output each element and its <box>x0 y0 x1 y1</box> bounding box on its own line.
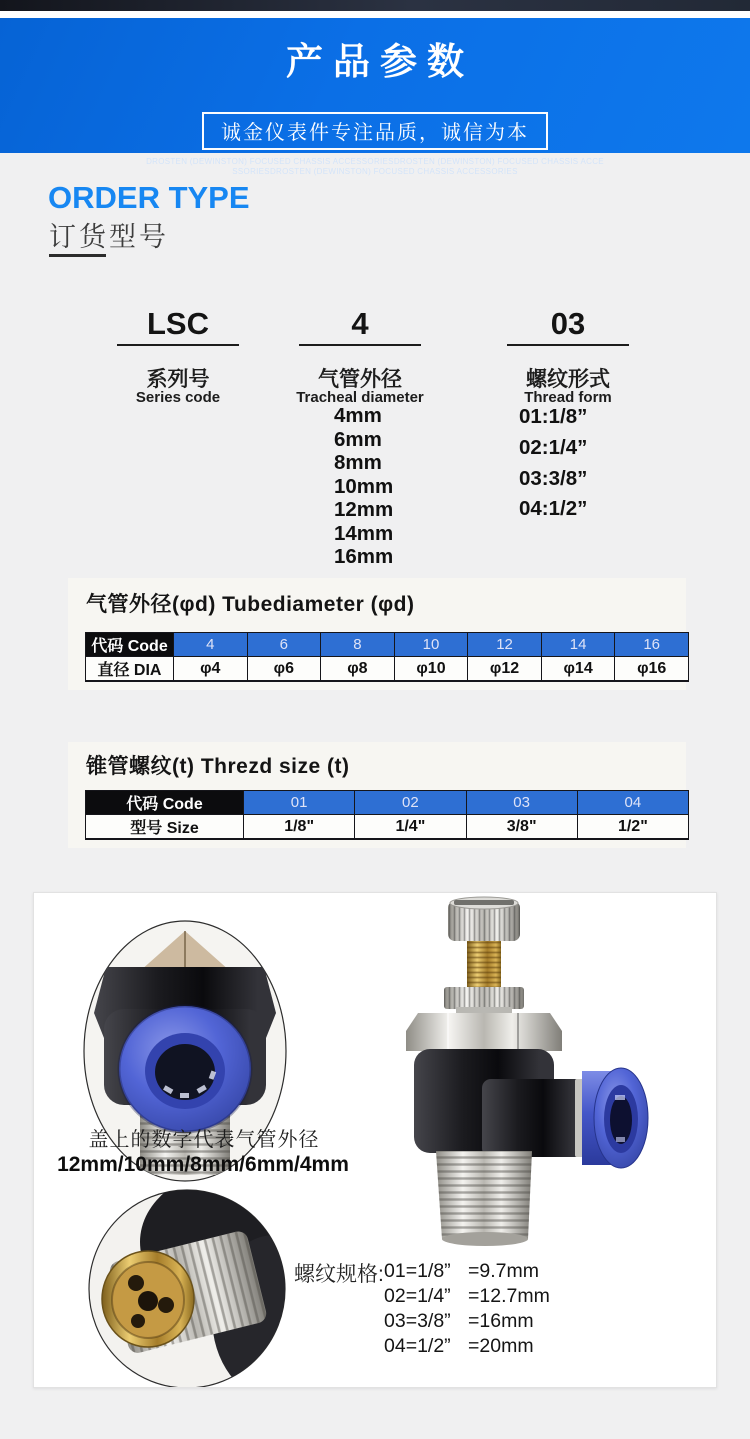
thread-option: 01:1/8” <box>519 405 588 428</box>
table-row <box>86 791 689 815</box>
diameter-option: 10mm <box>334 474 394 498</box>
thread-spec-item <box>384 1259 550 1284</box>
product-photo-card <box>33 892 717 1388</box>
row-label-cell: 代码 Code <box>86 633 174 657</box>
product-params-banner <box>0 18 750 176</box>
thread-code-value: 03 <box>550 306 586 341</box>
dia-cell: φ16 <box>615 657 689 682</box>
size-cell: 1/8" <box>244 815 355 840</box>
fitting-thread-closeup-photo <box>86 1187 288 1388</box>
spec-code: 04=1/2” <box>384 1335 451 1357</box>
code-cell: 03 <box>466 791 577 815</box>
series-label-en: Series code <box>135 389 221 406</box>
row-label-cell: 型号 Size <box>86 815 244 840</box>
diameter-label-en: Tracheal diameter <box>296 389 424 406</box>
code-cell: 4 <box>174 633 248 657</box>
dia-cell: φ14 <box>541 657 615 682</box>
thread-size-table <box>85 790 689 840</box>
dia-cell: φ6 <box>247 657 321 682</box>
thread-option: 04:1/2” <box>519 497 588 521</box>
size-cell: 3/8" <box>466 815 577 840</box>
top-dark-bar <box>0 0 750 11</box>
code-cell: 8 <box>321 633 395 657</box>
code-cell: 16 <box>615 633 689 657</box>
code-cell: 14 <box>541 633 615 657</box>
size-cell: 1/2" <box>577 815 688 840</box>
thread-spec-item <box>384 1334 550 1359</box>
diameter-option: 4mm <box>334 404 382 427</box>
tube-table-title: 气管外径(φd) Tubediameter (φd) <box>86 593 415 616</box>
thread-spec-list <box>384 1259 550 1359</box>
tube-diameter-table <box>85 632 689 682</box>
order-type-heading-zh: 订货型号 <box>49 222 169 252</box>
table-row <box>86 633 689 657</box>
diameter-option: 16mm <box>334 545 394 568</box>
thread-options-list <box>519 402 587 525</box>
thread-option: 03:3/8” <box>519 466 588 490</box>
cap-number-note: 盖上的数字代表气管外径 <box>88 1129 320 1151</box>
spec-mm: =16mm <box>468 1310 534 1332</box>
order-type-heading-en: ORDER TYPE <box>48 180 250 215</box>
code-cell: 01 <box>244 791 355 815</box>
thread-table-title: 锥管螺纹(t) Threzd size (t) <box>86 755 350 778</box>
diameter-option: 12mm <box>334 498 394 521</box>
thread-spec-item <box>384 1309 550 1334</box>
thread-label-en: Thread form <box>524 389 612 406</box>
thread-spec-label: 螺纹规格: <box>294 1263 384 1286</box>
dia-cell: φ4 <box>174 657 248 682</box>
row-label-cell: 代码 Code <box>86 791 244 815</box>
cap-sizes-note: 12mm/10mm/8mm/6mm/4mm <box>57 1153 349 1176</box>
code-cell: 12 <box>468 633 542 657</box>
diameter-label-zh: 气管外径 <box>318 368 402 391</box>
diameter-code-underline <box>299 344 421 346</box>
code-cell: 04 <box>577 791 688 815</box>
diameter-code-value: 4 <box>351 306 369 341</box>
diameter-option: 6mm <box>334 427 382 451</box>
code-cell: 02 <box>355 791 466 815</box>
dia-cell: φ12 <box>468 657 542 682</box>
spec-mm: =20mm <box>468 1335 534 1357</box>
table-row <box>86 815 689 840</box>
spec-code: 03=3/8” <box>384 1310 451 1332</box>
diameter-option: 8mm <box>334 451 382 474</box>
thread-spec-item <box>384 1284 550 1309</box>
thread-option: 02:1/4” <box>519 435 588 459</box>
white-divider-strip <box>0 11 750 18</box>
series-code-value: LSC <box>147 306 209 341</box>
thread-code-underline <box>507 344 629 346</box>
table-row <box>86 657 689 682</box>
banner-tagline-box: 诚金仪表件专注品质，诚信为本 <box>202 112 548 150</box>
series-code-underline <box>117 344 239 346</box>
diameter-option: 14mm <box>334 521 394 545</box>
spec-code: 01=1/8” <box>384 1260 451 1282</box>
series-label-zh: 系列号 <box>146 368 210 391</box>
fine-print-line-2: SSORIESDROSTEN (DEWINSTON) FOCUSED CHASSIS ACCESSORIES <box>232 167 518 176</box>
thread-label-zh: 螺纹形式 <box>526 368 610 391</box>
spec-mm: =12.7mm <box>468 1285 550 1307</box>
banner-title: 产品参数 <box>286 41 474 82</box>
size-cell: 1/4" <box>355 815 466 840</box>
row-label-cell: 直径 DIA <box>86 657 174 682</box>
fitting-full-view-photo <box>332 895 652 1253</box>
diameter-options-list <box>334 404 393 569</box>
code-cell: 6 <box>247 633 321 657</box>
banner-fine-print <box>0 157 750 177</box>
dia-cell: φ8 <box>321 657 395 682</box>
spec-mm: =9.7mm <box>468 1260 539 1282</box>
spec-code: 02=1/4” <box>384 1285 451 1307</box>
code-cell: 10 <box>394 633 468 657</box>
fine-print-line-1: DROSTEN (DEWINSTON) FOCUSED CHASSIS ACCESSORIESDROSTEN (DEWINSTON) FOCUSED CHASSIS ACCE <box>146 157 604 166</box>
heading-underline <box>49 254 106 257</box>
dia-cell: φ10 <box>394 657 468 682</box>
